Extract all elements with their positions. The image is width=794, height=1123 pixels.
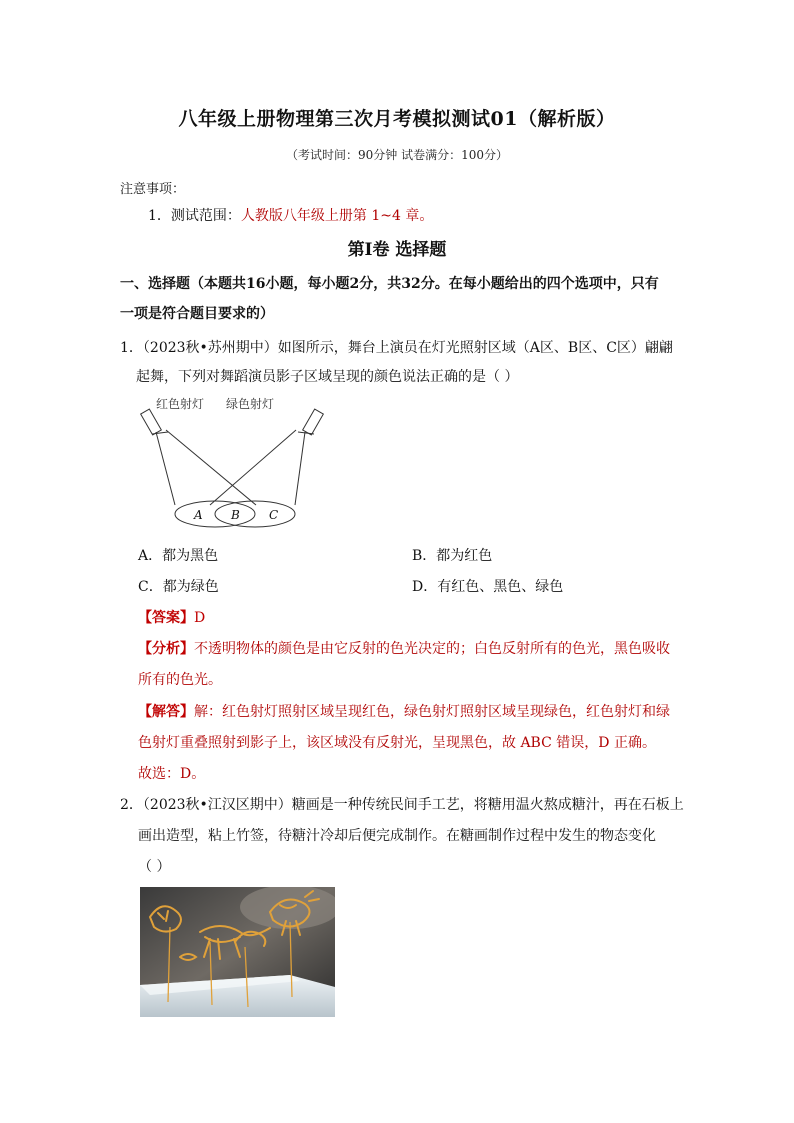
q2-stem-line2: 画出造型，粘上竹签，待糖汁冷却后便完成制作。在糖画制作过程中发生的物态变化: [138, 828, 656, 844]
q1-option-d: D．有红色、黑色、绿色: [412, 579, 564, 595]
q1-stem-line1: 1．（2023秋•苏州期中）如图所示，舞台上演员在灯光照射区域（A区、B区、C区）翩翩: [120, 340, 673, 356]
answer-value: D: [194, 610, 206, 626]
notice-heading: 注意事项：: [120, 182, 186, 197]
q1-analysis-line2: 所有的色光。: [138, 672, 222, 688]
region-b-label: B: [231, 508, 240, 522]
q2-stem-line3: （ ）: [138, 859, 171, 875]
notice-item-1-prefix: 1．测试范围：: [148, 208, 241, 224]
sugar-painting-photo: [140, 887, 335, 1017]
red-lamp-icon: [141, 409, 168, 435]
q2-stem-line1: 2．（2023秋•江汉区期中）糖画是一种传统民间手工艺，将糖用温火熬成糖汁，再在石板上: [120, 797, 684, 813]
q1-solution-line1: [138, 701, 670, 721]
solution-text: 解：红色射灯照射区域呈现红色，绿色射灯照射区域呈现绿色，红色射灯和绿: [194, 704, 670, 720]
q1-stem-line2: 起舞，下列对舞蹈演员影子区域呈现的颜色说法正确的是（ ）: [136, 369, 519, 385]
q1-answer: [138, 607, 205, 627]
analysis-text: 不透明物体的颜色是由它反射的色光决定的；白色反射所有的色光，黑色吸收: [194, 641, 670, 657]
solution-tag: 【解答】: [138, 704, 194, 720]
green-lamp-label: 绿色射灯: [226, 397, 275, 411]
red-lamp-label: 红色射灯: [156, 397, 205, 411]
q1-option-a: A．都为黑色: [138, 548, 219, 564]
green-lamp-icon: [298, 409, 323, 435]
notice-item-1-text: 人教版八年级上册第 1~4 章。: [240, 208, 434, 224]
exam-info: （考试时间：90分钟 试卷满分：100分）: [286, 148, 508, 162]
q1-stage-light-diagram: [138, 392, 338, 532]
analysis-tag: 【分析】: [138, 641, 194, 657]
section-title: 第Ⅰ卷 选择题: [347, 240, 447, 260]
answer-tag: 【答案】: [138, 610, 194, 626]
sugar-painting-image: [140, 887, 335, 1017]
q1-final-answer: 故选：D。: [138, 766, 206, 782]
q1-option-c: C．都为绿色: [138, 579, 219, 595]
region-c-label: C: [269, 508, 279, 522]
notice-item-1: [148, 205, 433, 225]
part1-instruction-line1: 一、选择题（本题共16小题，每小题2分，共32分。在每小题给出的四个选项中，只有: [120, 276, 659, 292]
part1-instruction-line2: 一项是符合题目要求的）: [120, 306, 274, 322]
document-title: 八年级上册物理第三次月考模拟测试01（解析版）: [178, 108, 616, 130]
q1-solution-line2: 色射灯重叠照射到影子上，该区域没有反射光，呈现黑色，故 ABC 错误，D 正确。: [138, 735, 656, 751]
region-a-label: A: [194, 508, 203, 522]
q1-option-b: B．都为红色: [412, 548, 493, 564]
q1-analysis-line1: [138, 638, 670, 658]
